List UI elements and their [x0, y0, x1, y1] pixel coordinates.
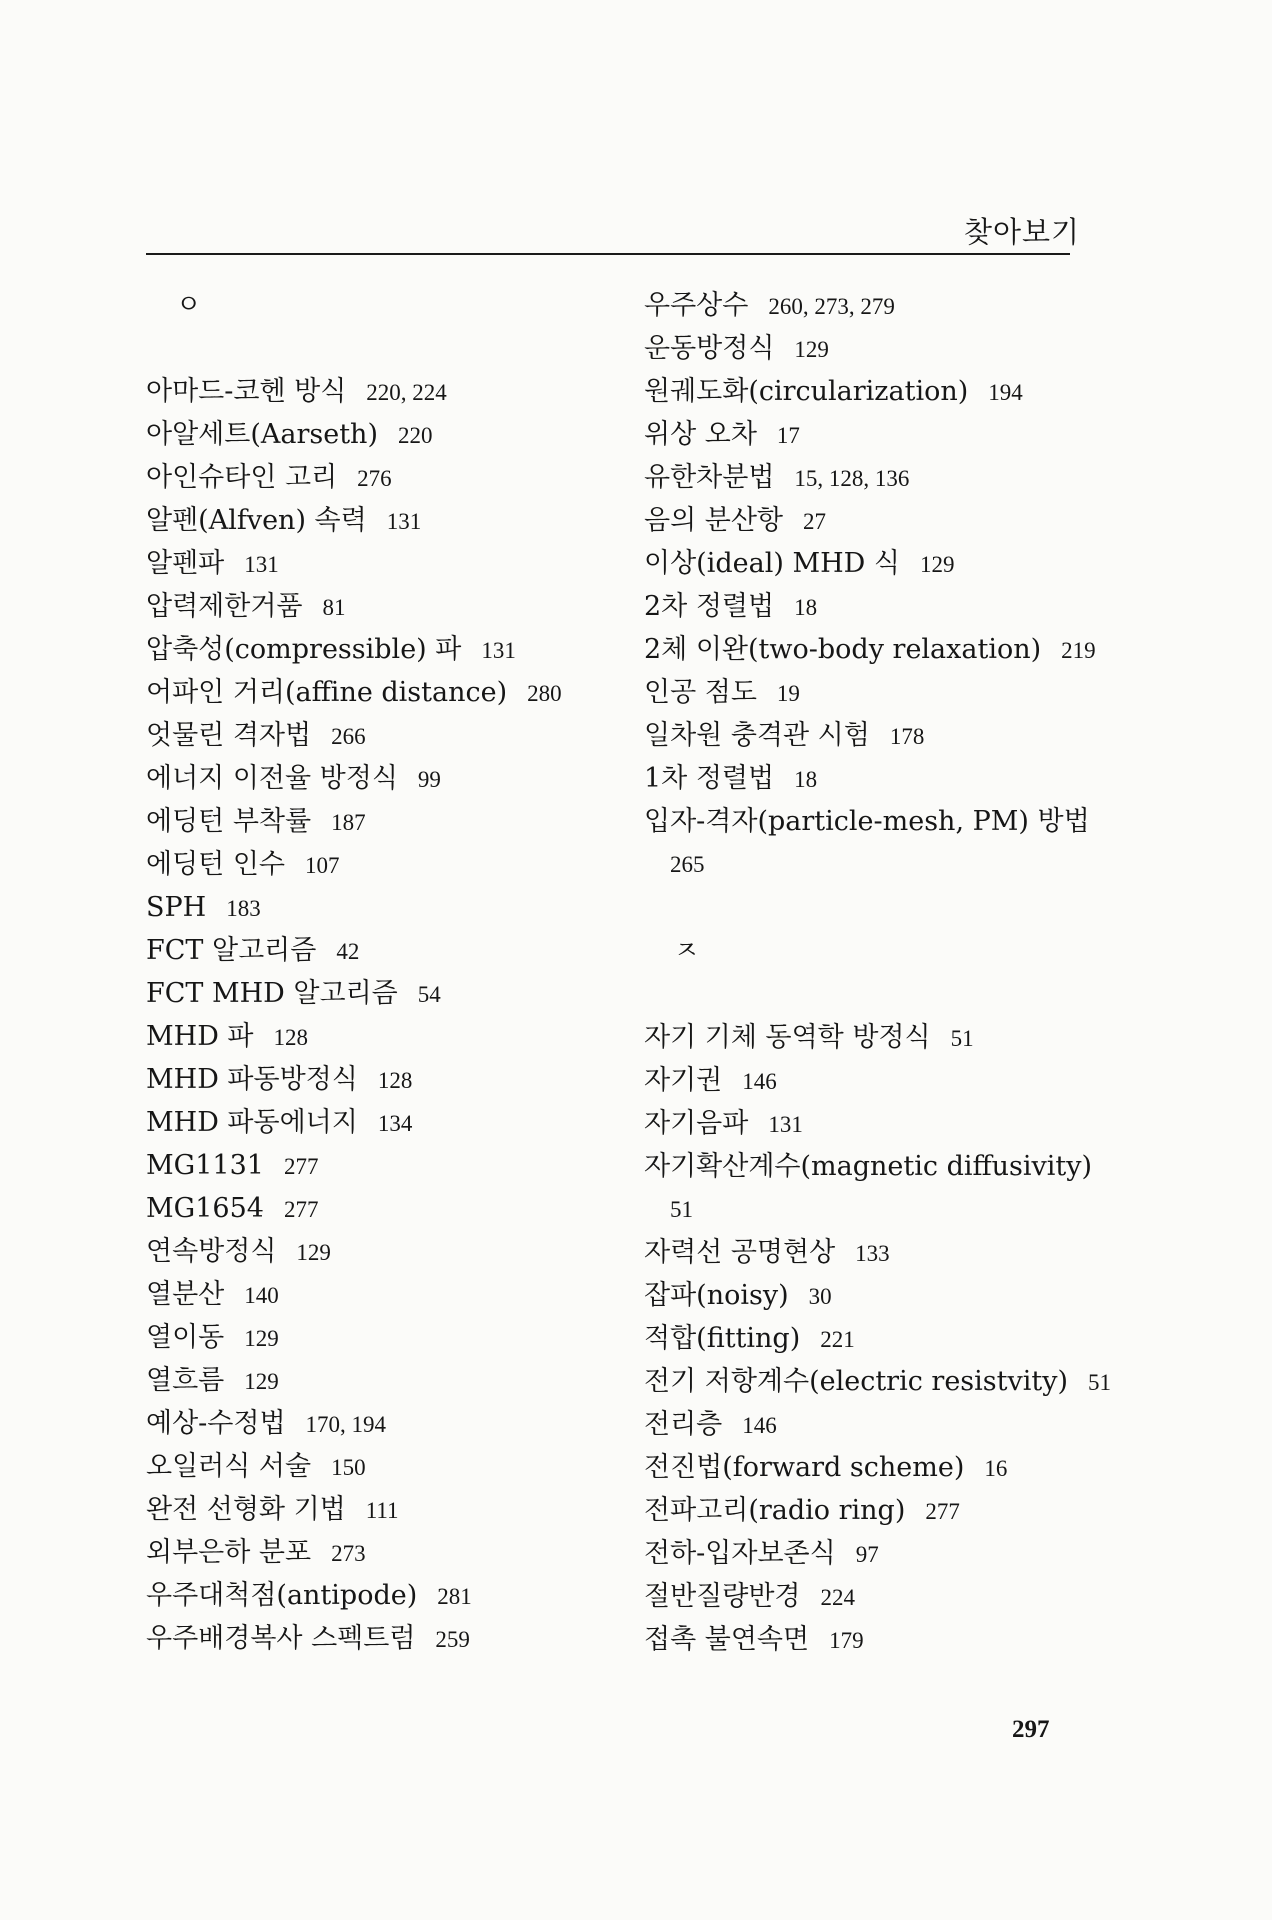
entry-pages: 140	[244, 1283, 279, 1308]
entry-pages: 129	[244, 1369, 279, 1394]
index-entry	[146, 1058, 616, 1101]
entry-pages: 27	[803, 509, 826, 534]
index-entry	[644, 1102, 1084, 1145]
entry-pages: 179	[829, 1628, 864, 1653]
entry-pages: 266	[331, 724, 366, 749]
entry-pages: 30	[808, 1284, 832, 1309]
index-entry	[146, 886, 616, 929]
index-entry	[146, 671, 616, 714]
entry-term: MHD 파동에너지	[146, 1107, 358, 1138]
entry-term: 압력제한거품	[146, 591, 303, 622]
index-entry	[146, 757, 616, 800]
running-header: 찾아보기	[964, 215, 1081, 249]
entry-term: FCT 알고리즘	[146, 935, 317, 966]
entry-term: 압축성(compressible) 파	[146, 634, 462, 665]
entry-term: SPH	[146, 892, 207, 923]
entry-term: 전리층	[644, 1409, 723, 1440]
index-entry	[146, 1101, 616, 1144]
index-entry	[146, 1015, 616, 1058]
entry-term: 열이동	[146, 1322, 225, 1353]
entry-term: 어파인 거리(affine distance)	[146, 677, 508, 708]
entry-term: 유한차분법	[644, 462, 775, 493]
entry-term: 아마드-코헨 방식	[146, 376, 347, 407]
entry-term: 일차원 충격관 시험	[644, 720, 870, 751]
entry-term: 에너지 이전율 방정식	[146, 763, 398, 794]
entry-pages: 150	[331, 1455, 366, 1480]
index-entry	[644, 327, 1084, 370]
entry-pages: 131	[768, 1112, 803, 1137]
entry-pages: 276	[357, 466, 392, 491]
entry-pages: 131	[386, 509, 422, 534]
entry-term: 위상 오차	[644, 419, 757, 450]
entry-term: 2체 이완(two-body relaxation)	[644, 634, 1042, 665]
entry-pages: 194	[988, 380, 1023, 405]
entry-pages: 128	[377, 1068, 413, 1093]
entry-pages: 16	[984, 1456, 1008, 1481]
index-entry	[146, 1144, 616, 1187]
entry-term: 연속방정식	[146, 1236, 277, 1267]
entry-term: 알펜파	[146, 548, 225, 579]
entry-pages: 273	[331, 1541, 366, 1566]
index-entry	[146, 1445, 616, 1488]
index-entry	[644, 1059, 1084, 1102]
index-entry	[146, 800, 616, 843]
section-gap	[644, 972, 1084, 1016]
entry-pages: 178	[889, 724, 925, 749]
left-entry-list	[146, 370, 616, 1660]
index-entry	[146, 1359, 616, 1402]
entry-pages: 134	[377, 1111, 413, 1136]
entry-term: 완전 선형화 기법	[146, 1494, 346, 1525]
index-entry	[644, 1575, 1084, 1618]
entry-pages: 183	[226, 896, 261, 921]
index-entry	[644, 714, 1084, 757]
entry-term: 자력선 공명현상	[644, 1237, 836, 1268]
entry-pages: 146	[742, 1069, 777, 1094]
entry-pages: 221	[820, 1327, 855, 1352]
entry-term: 이상(ideal) MHD 식	[644, 548, 900, 579]
entry-pages: 51	[670, 1197, 693, 1222]
entry-term: 우주대척점(antipode)	[146, 1580, 418, 1611]
index-entry	[146, 972, 616, 1015]
entry-pages: 81	[322, 595, 346, 620]
entry-term: 접촉 불연속면	[644, 1624, 810, 1655]
entry-pages: 224	[820, 1585, 855, 1610]
entry-pages: 17	[776, 423, 800, 448]
entry-term: 음의 분산항	[644, 505, 783, 536]
entry-pages: 128	[273, 1025, 309, 1050]
entry-pages: 129	[794, 337, 829, 362]
index-entry	[146, 929, 616, 972]
entry-term: 1차 정렬법	[644, 763, 775, 794]
entry-term: 절반질량반경	[644, 1581, 801, 1612]
index-entry	[146, 370, 616, 413]
entry-pages: 146	[742, 1413, 777, 1438]
index-entry	[644, 1145, 1093, 1188]
index-entry	[146, 413, 616, 456]
entry-pages: 42	[336, 939, 360, 964]
index-entry	[644, 1403, 1084, 1446]
entry-term: 아알세트(Aarseth)	[146, 419, 378, 450]
entry-term: 자기확산계수(magnetic diffusivity)	[644, 1151, 1093, 1182]
index-entry	[644, 1231, 1084, 1274]
entry-term: 열분산	[146, 1279, 225, 1310]
index-entry	[146, 1617, 616, 1660]
entry-term: 에딩턴 인수	[146, 849, 285, 880]
entry-term: 자기음파	[644, 1108, 749, 1139]
entry-pages: 281	[437, 1584, 472, 1609]
entry-pages: 111	[365, 1498, 399, 1523]
entry-pages: 129	[244, 1326, 279, 1351]
entry-pages: 51	[950, 1026, 974, 1051]
entry-term: 원궤도화(circularization)	[644, 376, 969, 407]
index-entry	[644, 370, 1084, 413]
index-entry	[146, 499, 616, 542]
index-entry	[146, 1230, 616, 1273]
index-entry	[644, 1618, 1084, 1661]
index-entry	[146, 542, 616, 585]
index-entry	[146, 843, 616, 886]
entry-term: 엇물린 격자법	[146, 720, 312, 751]
entry-pages: 129	[919, 552, 955, 577]
entry-pages: 133	[855, 1241, 890, 1266]
entry-term: MHD 파동방정식	[146, 1064, 358, 1095]
index-entry	[146, 585, 616, 628]
header-rule	[146, 253, 1070, 255]
index-entry	[644, 757, 1084, 800]
index-entry	[644, 1317, 1084, 1360]
entry-term: 오일러식 서술	[146, 1451, 312, 1482]
index-entry	[146, 1574, 616, 1617]
entry-term: 인공 점도	[644, 677, 757, 708]
entry-term: 잡파(noisy)	[644, 1280, 789, 1311]
entry-term: 전파고리(radio ring)	[644, 1495, 906, 1526]
entry-term: 입자-격자(particle-mesh, PM) 방법	[644, 806, 1090, 837]
entry-term: 운동방정식	[644, 333, 775, 364]
index-entry	[146, 714, 616, 757]
index-entry	[644, 1532, 1084, 1575]
entry-term: MHD 파	[146, 1021, 254, 1052]
entry-term: 에딩턴 부착률	[146, 806, 312, 837]
entry-term: 우주상수	[644, 290, 749, 321]
entry-pages: 107	[305, 853, 340, 878]
entry-pages: 54	[417, 982, 441, 1007]
index-entry	[644, 542, 1084, 585]
index-entry	[644, 284, 1084, 327]
entry-pages: 170, 194	[305, 1412, 387, 1437]
index-entry	[644, 1446, 1084, 1489]
entry-term: 전진법(forward scheme)	[644, 1452, 965, 1483]
index-entry	[146, 1531, 616, 1574]
index-entry	[644, 1360, 1112, 1403]
entry-pages: 187	[331, 810, 366, 835]
entry-pages: 18	[794, 595, 818, 620]
entry-pages: 129	[296, 1240, 331, 1265]
index-entry	[146, 1402, 616, 1445]
entry-pages: 51	[1088, 1370, 1112, 1395]
left-column	[146, 284, 616, 1660]
entry-pages: 277	[925, 1499, 960, 1524]
entry-pages: 219	[1061, 638, 1096, 663]
index-entry	[644, 456, 1084, 499]
entry-pages: 259	[435, 1627, 470, 1652]
entry-pages: 19	[776, 681, 800, 706]
index-entry	[146, 456, 616, 499]
index-entry	[644, 800, 1090, 843]
section-letter-jieut: ㅈ	[674, 936, 700, 966]
entry-term: 전하-입자보존식	[644, 1538, 836, 1569]
entry-term: 열흐름	[146, 1365, 225, 1396]
index-entry	[146, 1488, 616, 1531]
section-gap	[644, 886, 1084, 930]
entry-pages: 260, 273, 279	[768, 294, 895, 319]
entry-term: 2차 정렬법	[644, 591, 775, 622]
index-entry	[146, 628, 616, 671]
entry-term: 아인슈타인 고리	[146, 462, 338, 493]
entry-term: 우주배경복사 스펙트럼	[146, 1623, 416, 1654]
entry-pages: 277	[283, 1197, 319, 1222]
index-entry	[644, 585, 1084, 628]
index-entry	[644, 1016, 1084, 1059]
entry-pages: 265	[670, 852, 705, 877]
entry-pages: 131	[481, 638, 516, 663]
index-entry	[644, 413, 1084, 456]
entry-term: 외부은하 분포	[146, 1537, 312, 1568]
index-entry	[644, 499, 1084, 542]
entry-pages: 277	[283, 1154, 319, 1179]
entry-term: 자기권	[644, 1065, 723, 1096]
entry-term: 예상-수정법	[146, 1408, 286, 1439]
entry-pages: 131	[244, 552, 279, 577]
index-entry	[644, 1274, 1084, 1317]
entry-pages: 97	[855, 1542, 879, 1567]
page-number: 297	[1012, 1716, 1050, 1743]
entry-pages: 220	[397, 423, 433, 448]
index-entry	[644, 628, 1096, 671]
right-entry-list-2	[644, 1016, 1084, 1145]
index-entry	[146, 1187, 616, 1230]
entry-term: MG1654	[146, 1193, 264, 1224]
section-letter-ieung: ㅇ	[176, 290, 202, 320]
right-entry-list-3	[644, 1231, 1112, 1661]
index-entry	[146, 1273, 616, 1316]
entry-term: FCT MHD 알고리즘	[146, 978, 398, 1009]
entry-pages: 99	[417, 767, 441, 792]
index-entry	[644, 671, 1084, 714]
entry-term: 적합(fitting)	[644, 1323, 801, 1354]
entry-pages: 280	[527, 681, 562, 706]
entry-term: 전기 저항계수(electric resistvity)	[644, 1366, 1069, 1397]
entry-pages: 220, 224	[366, 380, 447, 405]
entry-pages: 18	[794, 767, 818, 792]
right-column	[644, 284, 1112, 1661]
right-entry-list-1	[644, 284, 1096, 800]
entry-pages: 15, 128, 136	[794, 466, 910, 491]
index-entry	[644, 1489, 1084, 1532]
index-entry	[146, 1316, 616, 1359]
entry-term: 알펜(Alfven) 속력	[146, 505, 367, 536]
entry-term: MG1131	[146, 1150, 264, 1181]
entry-term: 자기 기체 동역학 방정식	[644, 1022, 931, 1053]
section-gap	[146, 326, 616, 370]
